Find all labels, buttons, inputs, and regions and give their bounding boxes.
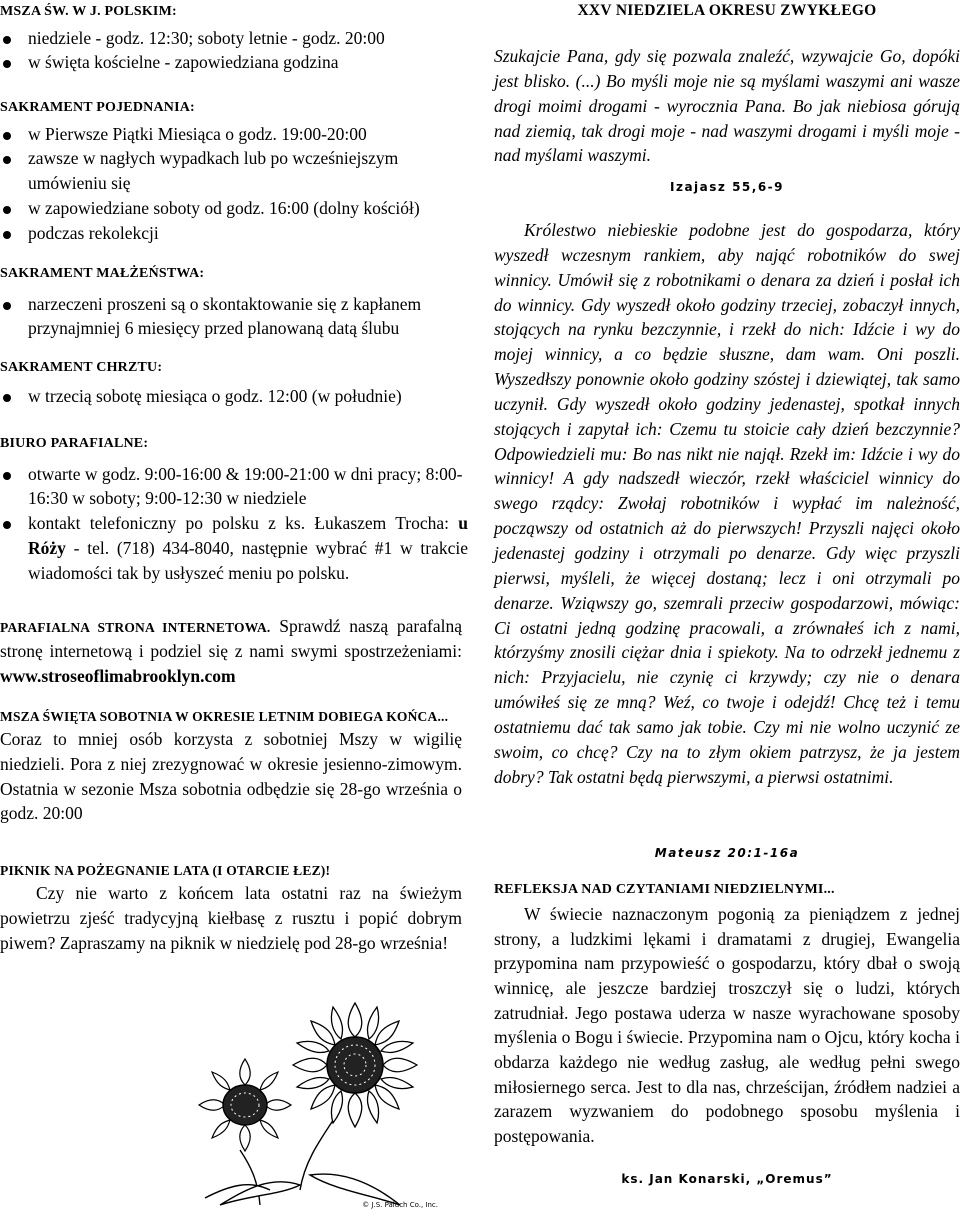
masses-list xyxy=(0,26,468,76)
list-item: w zapowiedziane soboty od godz. 16:00 (dolny kościół) xyxy=(0,196,468,221)
baptism-section xyxy=(0,358,468,408)
list-item: narzeczeni proszeni są o skontaktowanie się z kapłanem przynajmniej 6 miesięcy przed planowaną datą ślubu xyxy=(0,292,468,342)
contact-text: kontakt telefoniczny po polsku z ks. Łukaszem Trocha: xyxy=(28,513,459,534)
list-item: otwarte w godz. 9:00-16:00 & 19:00-21:00 w dni pracy; 8:00-16:30 w soboty; 9:00-12:30 w niedziele xyxy=(0,462,468,512)
website-text: Sprawdź naszą parafalną stronę internetową i podziel się z nami swymi spostrzeżeniami: xyxy=(0,616,463,661)
sunflower-illustration xyxy=(150,990,440,1211)
website-link[interactable]: www.stroseoflimabrooklyn.com xyxy=(0,665,236,686)
reconciliation-list xyxy=(0,122,468,246)
sunflower-drawing xyxy=(150,990,440,1211)
reflection-heading: REFLEKSJA NAD CZYTANIAMI NIEDZIELNYMI... xyxy=(494,882,835,897)
picnic-heading: PIKNIK NA POŻEGNANIE LATA (I OTARCIE ŁEZ)! xyxy=(0,863,331,878)
list-item: w trzecią sobotę miesiąca o godz. 12:00 (w południe) xyxy=(0,384,468,409)
website-heading: PARAFIALNA STRONA INTERNETOWA. xyxy=(0,620,271,635)
office-list xyxy=(0,462,468,586)
masses-heading: MSZA ŚW. W J. POLSKIM: xyxy=(0,4,177,19)
picnic-section xyxy=(0,862,462,955)
baptism-heading: SAKRAMENT CHRZTU: xyxy=(0,360,163,375)
list-item: w Pierwsze Piątki Miesiąca o godz. 19:00-20:00 xyxy=(0,122,468,147)
baptism-list xyxy=(0,384,468,409)
saturday-mass-heading: MSZA ŚWIĘTA SOBOTNIA W OKRESIE LETNIM DOBIEGA KOŃCA... xyxy=(0,709,449,724)
author-credit: ks. Jan Konarski, „Oremus” xyxy=(621,1172,833,1186)
image-credit: © J.S. Paluch Co., Inc. xyxy=(362,1201,438,1209)
gospel-text: Królestwo niebieskie podobne jest do gospodarza, który wyszedł wczesnym rankiem, aby nająć robotników do swej winnicy. Umówił się z robotnikami o denara za dzień i posłał ich do winnicy. Gdy wyszedł około godziny trzeciej, zobaczył innych, stojących na rynku bezczynnie, i rzekł do nich: Idźcie i wy do mojej winnicy, a co będzie słuszne, dam wam. Oni poszli. Wyszedłszy ponownie około godziny szóstej i dziewiątej, tak samo uczynił. Gdy wyszedł około godziny jedenastej, spotkał innych stojących i zapytał ich: Czemu tu stoicie cały dzień bezczynnie? Odpowiedzieli mu: Bo nas nikt nie najął. Rzekł im: Idźcie i wy do winnicy! A gdy nadszedł wieczór, rzekł właściciel winnicy do swego rządcy: Zwołaj robotników i wypłać im należność, począwszy od ostatnich aż do pierwszych! Przyszli najęci około jedenastej godziny i otrzymali po denarze. Gdy więc przyszli pierwsi, myśleli, że więcej dostaną; lecz i oni otrzymali po denarze. Wziąwszy go, szemrali przeciw gospodarzowi, mówiąc: Ci ostatni jedną godzinę pracowali, a zrównałeś ich z nami, którzyśmy znosili ciężar dnia i spiekoty. Na to odrzekł jednemu z nich: Przyjacielu, nie czynię ci krzywdy; czy nie o denara umówiłeś się ze mną? Weź, co twoje i odejdź! Chcę też i temu ostatniemu dać tak samo jak tobie. Czy mi nie wolno uczynić ze swoim, co chcę? Czy na to złym okiem patrzysz, że ja jestem dobry? Tak ostatni będą pierwszymi, a pierwsi ostatnimi. xyxy=(494,220,960,787)
list-item: zawsze w nagłych wypadkach lub po wcześniejszym umówieniu się xyxy=(0,146,468,196)
list-item xyxy=(0,511,468,586)
office-heading: BIURO PARAFIALNE: xyxy=(0,436,149,451)
first-reading-reference: Izajasz 55,6-9 xyxy=(670,180,784,194)
office-section xyxy=(0,434,468,586)
first-reading-text: Szukajcie Pana, gdy się pozwala znaleźć, wzywajcie Go, dopóki jest blisko. (...) Bo myśli moje nie są myślami waszymi ani wasze drogi moimi drogami - wyrocznia Pana. Bo jak niebiosa górują nad ziemią, tak drogi moje - nad waszymi drogami i myśli moje - nad myślami waszymi. xyxy=(494,46,960,166)
saturday-mass-text: Coraz to mniej osób korzysta z sobotniej Mszy w wigilię niedzieli. Pora z niej zrezygnować w okresie jesienno-zimowym. Ostatnia w sezonie Msza sobotnia odbędzie się 28-go września o godz. 20:00 xyxy=(0,728,462,824)
gospel-reference: Mateusz 20:1-16a xyxy=(654,846,800,860)
reconciliation-heading: SAKRAMENT POJEDNANIA: xyxy=(0,100,195,115)
masses-section xyxy=(0,2,468,75)
website-section xyxy=(0,614,462,689)
list-item: niedziele - godz. 12:30; soboty letnie - godz. 20:00 xyxy=(0,26,468,51)
sunday-title: XXV NIEDZIELA OKRESU ZWYKŁEGO xyxy=(577,2,877,19)
reflection-text: W świecie naznaczonym pogonią za pieniądzem z jednej strony, a ludzkimi lękami i dramatami z drugiej, Ewangelia przypomina nam przypowieść o gospodarzu, który dbał o swoją winnicę, ale jeszcze bardziej troszczył się o ludzi, których zatrudniał. Jego postawa uderza w nasze wyrachowane sposoby myślenia o Bogu i świecie. Przypomina nam o Ojcu, który kocha i obdarza każdego nie według zasług, ale według pełni swego miłosiernego serca. Jest to dla nas, chrześcijan, źródłem nadziei a zarazem wyzwaniem do podobnego sposobu myślenia i postępowania. xyxy=(494,904,960,1147)
reconciliation-section xyxy=(0,98,468,246)
marriage-section xyxy=(0,264,468,341)
picnic-text: Czy nie warto z końcem lata ostatni raz na świeżym powietrzu zjeść tradycyjną kiełbasę z rusztu i popić dobrym piwem? Zapraszamy na piknik w niedzielę pod 28-go września! xyxy=(0,882,462,953)
list-item: podczas rekolekcji xyxy=(0,221,468,246)
contact-text-rest: - tel. (718) 434-8040, następnie wybrać #1 w trakcie wiadomości tak by usłyszeć meniu po polsku. xyxy=(28,538,468,583)
marriage-heading: SAKRAMENT MAŁŻEŃSTWA: xyxy=(0,266,205,281)
list-item: w święta kościelne - zapowiedziana godzina xyxy=(0,50,468,75)
contact-name: u Róży xyxy=(28,513,468,559)
saturday-mass-section xyxy=(0,708,462,826)
marriage-list xyxy=(0,292,468,342)
